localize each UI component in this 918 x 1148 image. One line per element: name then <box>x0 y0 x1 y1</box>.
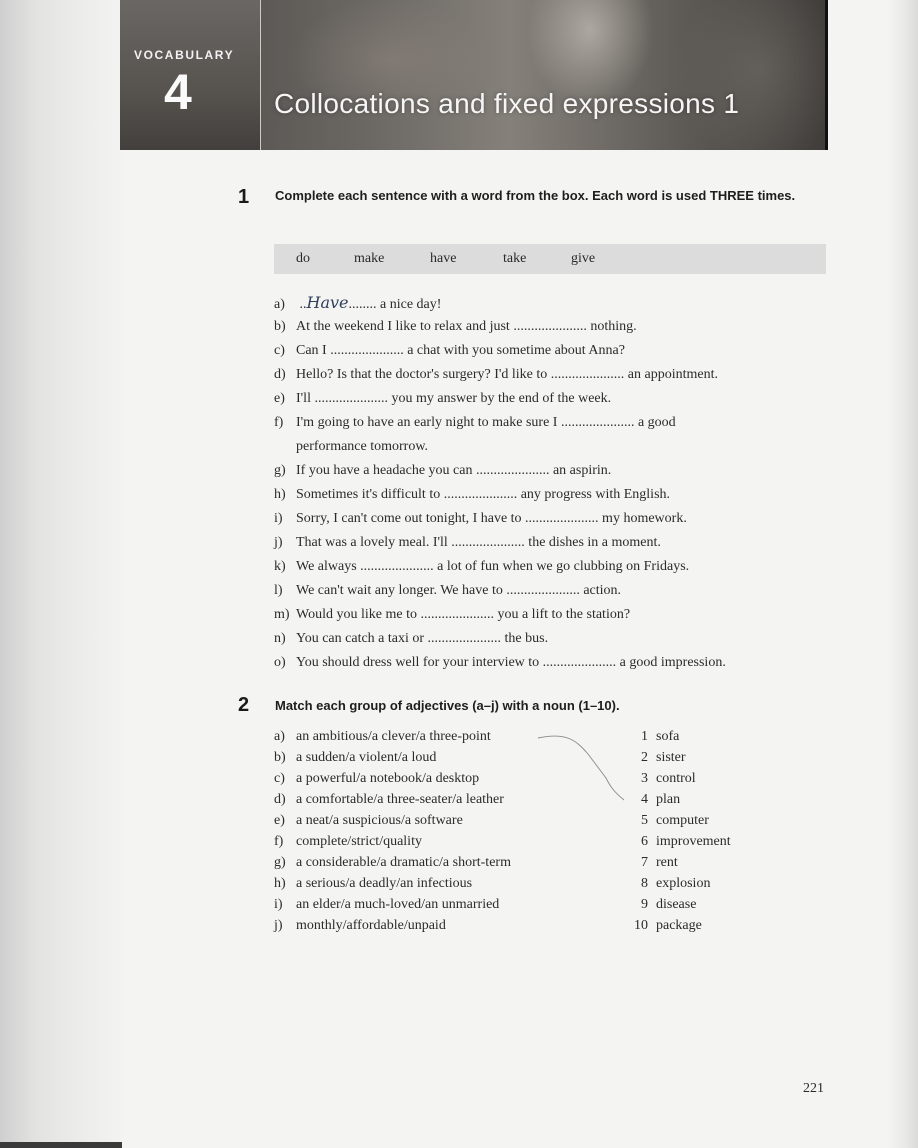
noun-item <box>620 897 696 913</box>
noun-number: 5 <box>641 813 648 828</box>
page-title: Collocations and fixed expressions 1 <box>274 88 740 119</box>
item-label: f) <box>274 415 284 430</box>
noun-text: rent <box>656 855 678 870</box>
item-label: j) <box>274 918 283 933</box>
banner-divider <box>260 0 261 150</box>
sentence-text: We can't wait any longer. We have to ..................... action. <box>296 583 622 598</box>
sentence-text: Can I ..................... a chat with you sometime about Anna? <box>296 343 625 358</box>
adjective-group <box>274 792 504 808</box>
noun-item <box>620 771 696 787</box>
gutter-edge <box>0 1142 122 1148</box>
adjective-text: an elder/a much-loved/an unmarried <box>296 897 500 912</box>
noun-text: sister <box>656 750 686 765</box>
adjective-text: monthly/affordable/unpaid <box>296 918 446 933</box>
item-label: o) <box>274 655 286 670</box>
noun-number: 3 <box>641 771 648 786</box>
instruction-text: Match each group of adjectives (a–j) with a noun (1–10). <box>275 698 620 713</box>
item-label: j) <box>274 535 283 550</box>
noun-number: 10 <box>634 918 648 933</box>
item-label: g) <box>274 855 286 870</box>
noun-item <box>620 918 702 934</box>
item-label: i) <box>274 897 283 912</box>
section-label: VOCABULARY <box>134 48 235 62</box>
sentence-item <box>274 463 611 479</box>
noun-text: sofa <box>656 729 680 744</box>
adjective-text: a sudden/a violent/a loud <box>296 750 437 765</box>
word-box <box>274 244 826 274</box>
sentence-text: You should dress well for your interview to ..................... a good impression. <box>296 655 726 670</box>
sentence-text: I'll ..................... you my answer by the end of the week. <box>296 391 612 406</box>
noun-number: 2 <box>641 750 648 765</box>
item-label: b) <box>274 319 286 334</box>
noun-text: computer <box>656 813 709 828</box>
sentence-item <box>274 319 637 335</box>
item-label: k) <box>274 559 286 574</box>
sentence-item <box>274 293 441 313</box>
item-label: h) <box>274 876 286 891</box>
noun-number: 1 <box>641 729 648 744</box>
noun-item <box>620 813 709 829</box>
sentence-item <box>274 487 670 503</box>
item-label: d) <box>274 367 286 382</box>
item-label: a) <box>274 729 285 744</box>
noun-number: 4 <box>641 792 648 807</box>
sentence-text: I'm going to have an early night to make sure I ..................... a good <box>296 415 676 430</box>
adjective-group <box>274 876 472 892</box>
adjective-group <box>274 771 479 787</box>
sentence-text: Hello? Is that the doctor's surgery? I'd like to ..................... an appointment. <box>296 367 718 382</box>
sentence-text: Sometimes it's difficult to ..................... any progress with English. <box>296 487 671 502</box>
exercise-2-instruction <box>275 696 620 716</box>
adjective-group <box>274 855 511 871</box>
item-label: a) <box>274 297 285 312</box>
item-label: c) <box>274 343 285 358</box>
adjective-text: a neat/a suspicious/a software <box>296 813 463 828</box>
unit-number: 4 <box>164 64 192 120</box>
handwritten-answer: Have <box>306 293 349 312</box>
adjective-group <box>274 750 436 766</box>
sentence-item <box>274 607 630 623</box>
adjective-text: a comfortable/a three-seater/a leather <box>296 792 504 807</box>
item-label: n) <box>274 631 286 646</box>
sentence-text: ........ a nice day! <box>348 297 442 312</box>
item-label: h) <box>274 487 286 502</box>
noun-number: 9 <box>641 897 648 912</box>
sentence-text: We always ..................... a lot of fun when we go clubbing on Fridays. <box>296 559 690 574</box>
sentence-item <box>274 655 726 671</box>
exercise-1-number: 1 <box>238 186 250 208</box>
sentence-text: That was a lovely meal. I'll ..................... the dishes in a moment. <box>296 535 661 550</box>
noun-number: 7 <box>641 855 648 870</box>
adjective-group <box>274 834 422 850</box>
sentence-text: performance tomorrow. <box>296 439 429 454</box>
sentence-item <box>274 583 621 599</box>
answer-blank-lead: .. <box>299 297 307 312</box>
adjective-text: a considerable/a dramatic/a short-term <box>296 855 511 870</box>
unit-badge <box>120 0 260 150</box>
page-number: 221 <box>803 1081 824 1096</box>
sentence-item <box>274 343 625 359</box>
sentence-text: You can catch a taxi or ..................... the bus. <box>296 631 549 646</box>
exercise-1-instruction <box>275 186 815 206</box>
sentence-text: Sorry, I can't come out tonight, I have to ..................... my homework. <box>296 511 687 526</box>
instruction-emphasis: THREE <box>709 188 754 203</box>
banner-edge <box>825 0 828 150</box>
sentence-item <box>274 439 428 455</box>
noun-item <box>620 876 710 892</box>
item-label: d) <box>274 792 286 807</box>
word-box-item: do <box>296 251 310 266</box>
adjective-text: a serious/a deadly/an infectious <box>296 876 473 891</box>
word-box-item: give <box>571 251 596 266</box>
sentence-item <box>274 367 718 383</box>
item-label: i) <box>274 511 283 526</box>
noun-text: control <box>656 771 696 786</box>
page-edge-shadow <box>888 0 918 1148</box>
sentence-item <box>274 559 689 575</box>
noun-text: package <box>656 918 702 933</box>
adjective-text: complete/strict/quality <box>296 834 422 849</box>
item-label: g) <box>274 463 286 478</box>
noun-item <box>620 855 678 871</box>
word-box-item: make <box>354 251 385 266</box>
noun-item <box>620 792 680 808</box>
sentence-item <box>274 511 687 527</box>
item-label: e) <box>274 813 285 828</box>
item-label: f) <box>274 834 284 849</box>
item-label: m) <box>274 607 290 622</box>
noun-item <box>620 750 686 766</box>
example-match-line <box>536 730 626 805</box>
sentence-item <box>274 535 661 551</box>
sentence-item <box>274 391 611 407</box>
noun-item <box>620 729 679 745</box>
sentence-item <box>274 631 548 647</box>
noun-number: 6 <box>641 834 648 849</box>
noun-item <box>620 834 731 850</box>
instruction-text: Complete each sentence with a word from the box. Each word is used <box>275 188 707 203</box>
noun-text: explosion <box>656 876 711 891</box>
adjective-group <box>274 918 446 934</box>
sentence-text: If you have a headache you can ..................... an aspirin. <box>296 463 612 478</box>
noun-text: plan <box>656 792 681 807</box>
adjective-group <box>274 729 491 745</box>
instruction-end: times. <box>757 188 796 203</box>
noun-number: 8 <box>641 876 648 891</box>
header-banner <box>120 0 828 150</box>
noun-text: improvement <box>656 834 731 849</box>
noun-text: disease <box>656 897 697 912</box>
word-box-item: have <box>430 251 457 266</box>
item-label: e) <box>274 391 285 406</box>
word-box-item: take <box>503 251 527 266</box>
adjective-text: an ambitious/a clever/a three-point <box>296 729 491 744</box>
item-label: l) <box>274 583 283 598</box>
adjective-text: a powerful/a notebook/a desktop <box>296 771 480 786</box>
sentence-item <box>274 415 676 431</box>
item-label: c) <box>274 771 285 786</box>
exercise-2-number: 2 <box>238 694 250 716</box>
sentence-text: Would you like me to ..................... you a lift to the station? <box>296 607 631 622</box>
adjective-group <box>274 897 499 913</box>
adjective-group <box>274 813 463 829</box>
item-label: b) <box>274 750 286 765</box>
sentence-text: At the weekend I like to relax and just ..................... nothing. <box>296 319 637 334</box>
binding-gutter <box>0 0 122 1148</box>
